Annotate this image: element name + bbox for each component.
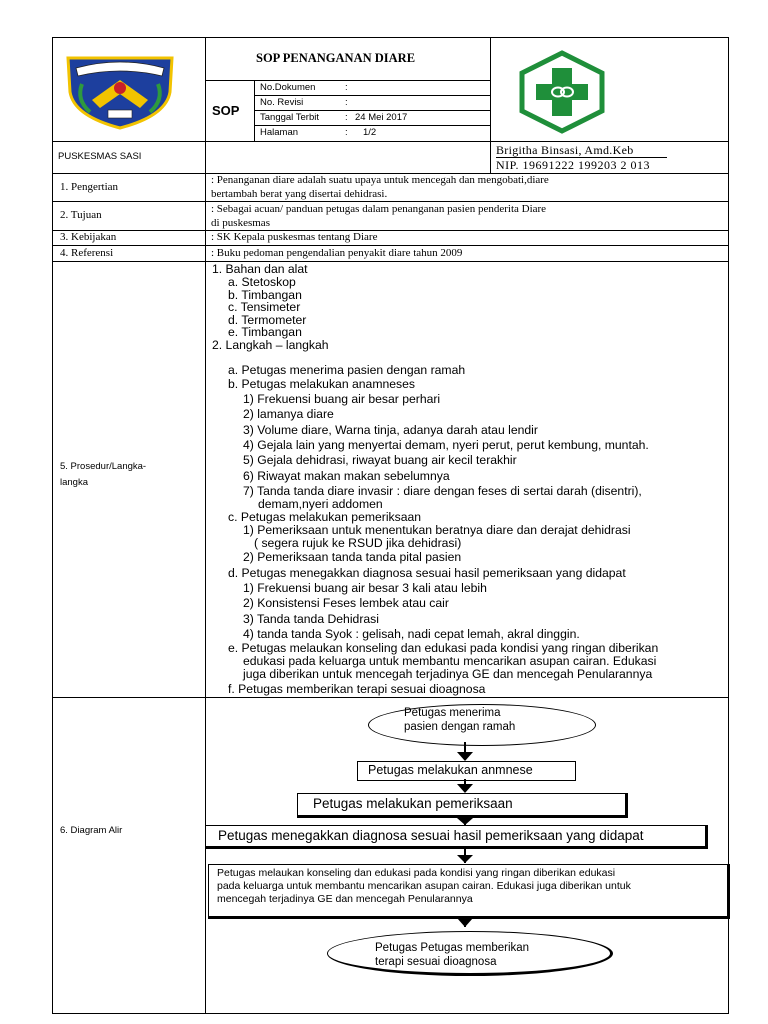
regency-emblem xyxy=(62,50,178,130)
procedure-line: 1) Pemeriksaan untuk menentukan beratnya diare dan derajat dehidrasi xyxy=(243,523,631,537)
kebijakan-label: 3. Kebijakan xyxy=(60,231,117,243)
diagram-label: 6. Diagram Alir xyxy=(60,825,123,836)
procedure-line: 1) Frekuensi buang air besar perhari xyxy=(243,392,441,406)
procedure-line: b. Petugas melakukan anamneses xyxy=(228,377,415,391)
prosedur-label-line: 5. Prosedur/Langka- xyxy=(60,461,147,472)
signer-name: Brigitha Binsasi, Amd.Keb xyxy=(496,143,634,157)
procedure-line: 2) Konsistensi Feses lembek atau cair xyxy=(243,596,449,610)
procedure-line: d. Petugas menegakkan diagnosa sesuai hasil pemeriksaan yang didapat xyxy=(228,566,626,580)
procedure-line: 3) Tanda tanda Dehidrasi xyxy=(243,612,379,626)
procedure-line: e. Petugas melaukan konseling dan edukasi pada kondisi yang ringan diberikan xyxy=(228,641,659,655)
procedure-line: 4) tanda tanda Syok : gelisah, nadi cepat lemah, akral dinggin. xyxy=(243,627,580,641)
flow-step-therapy-line1: Petugas Petugas memberikan xyxy=(375,942,530,954)
flow-step-counseling-text xyxy=(217,867,631,906)
doc-field-sep: : xyxy=(345,112,348,123)
procedure-line: 1) Frekuensi buang air besar 3 kali atau lebih xyxy=(243,581,487,595)
tujuan-line: di puskesmas xyxy=(211,217,270,229)
procedure-line: 6) Riwayat makan makan sebelumnya xyxy=(243,469,450,483)
procedure-line: 4) Gejala lain yang menyertai demam, nyeri perut, perut kembung, muntah. xyxy=(243,438,649,452)
procedure-line: 5) Gejala dehidrasi, riwayat buang air kecil terakhir xyxy=(243,453,517,467)
procedure-line: ( segera rujuk ke RSUD jika dehidrasi) xyxy=(254,536,462,550)
pengertian-text xyxy=(211,173,549,201)
flow-step-therapy-line2: terapi sesuai dioagnosa xyxy=(375,956,497,968)
procedure-line: b. Timbangan xyxy=(228,288,302,302)
procedure-line: 2. Langkah – langkah xyxy=(212,338,329,352)
health-cross-logo xyxy=(517,50,607,134)
procedure-line: 1. Bahan dan alat xyxy=(212,262,308,276)
doc-field-label: No.Dokumen xyxy=(260,82,316,93)
signer-nip: NIP. 19691222 199203 2 013 xyxy=(496,158,651,172)
procedure-line: c. Petugas melakukan pemeriksaan xyxy=(228,510,422,524)
tujuan-label: 2. Tujuan xyxy=(60,209,102,221)
doc-field-label: No. Revisi xyxy=(260,97,304,108)
flow-step-counseling-line: Petugas melaukan konseling dan edukasi pada kondisi yang ringan diberikan edukasi xyxy=(217,867,616,879)
procedure-line: juga diberikan untuk mencegah terjadinya GE dan mencegah Penularannya xyxy=(243,667,653,681)
procedure-line: demam,nyeri addomen xyxy=(258,497,383,511)
procedure-line: 3) Volume diare, Warna tinja, adanya darah atau lendir xyxy=(243,423,538,437)
flow-step-diagnose-text: Petugas menegakkan diagnosa sesuai hasil pemeriksaan yang didapat xyxy=(218,828,644,843)
pengertian-line: bertambah berat yang disertai dehidrasi. xyxy=(211,188,388,200)
doc-field-sep: : xyxy=(345,82,348,93)
doc-field-sep: : xyxy=(345,127,348,138)
procedure-line: 2) lamanya diare xyxy=(243,407,334,421)
kebijakan-text: : SK Kepala puskesmas tentang Diare xyxy=(211,231,378,243)
flow-step-exam-text: Petugas melakukan pemeriksaan xyxy=(313,796,513,811)
flow-step-receive-line1: Petugas menerima xyxy=(404,707,501,719)
procedure-line: edukasi pada keluarga untuk membantu mencarikan asupan cairan. Edukasi xyxy=(243,654,657,668)
procedure-line: d. Termometer xyxy=(228,313,307,327)
pengertian-label: 1. Pengertian xyxy=(60,181,119,193)
flow-step-receive-line2: pasien dengan ramah xyxy=(404,721,516,733)
sop-title: SOP PENANGANAN DIARE xyxy=(256,51,416,65)
procedure-line: 2) Pemeriksaan tanda tanda pital pasien xyxy=(243,550,462,564)
procedure-line: f. Petugas memberikan terapi sesuai dioagnosa xyxy=(228,682,486,696)
flow-step-counseling-line: pada keluarga untuk membantu mencarikan asupan cairan. Edukasi juga diberikan untuk xyxy=(217,880,631,892)
doc-field-label: Halaman xyxy=(260,127,299,138)
procedure-line: c. Tensimeter xyxy=(228,300,301,314)
procedure-line: a. Petugas menerima pasien dengan ramah xyxy=(228,363,466,377)
tujuan-text xyxy=(211,202,546,230)
referensi-label: 4. Referensi xyxy=(60,247,114,259)
flow-step-counseling-line: mencegah terjadinya GE dan mencegah Penularannya xyxy=(217,893,473,905)
pengertian-line: : Penanganan diare adalah suatu upaya untuk mencegah dan mengobati,diare xyxy=(211,174,549,186)
puskesmas-name: PUSKESMAS SASI xyxy=(58,151,142,162)
tujuan-line: : Sebagai acuan/ panduan petugas dalam penanganan pasien penderita Diare xyxy=(211,203,547,215)
sop-label: SOP xyxy=(212,103,240,118)
doc-field-value: 24 Mei 2017 xyxy=(355,112,408,123)
referensi-text: : Buku pedoman pengendalian penyakit diare tahun 2009 xyxy=(211,247,463,259)
prosedur-label xyxy=(60,459,146,491)
prosedur-label-line: langka xyxy=(60,477,88,488)
doc-field-value: 1/2 xyxy=(363,127,377,138)
procedure-line: e. Timbangan xyxy=(228,325,302,339)
doc-field-sep: : xyxy=(345,97,348,108)
procedure-line: 7) Tanda tanda diare invasir : diare dengan feses di sertai darah (disentri), xyxy=(243,484,642,498)
doc-field-label: Tanggal Terbit xyxy=(260,112,319,123)
flow-step-anamnese-text: Petugas melakukan anmnese xyxy=(368,763,533,777)
procedure-line: a. Stetoskop xyxy=(228,275,296,289)
